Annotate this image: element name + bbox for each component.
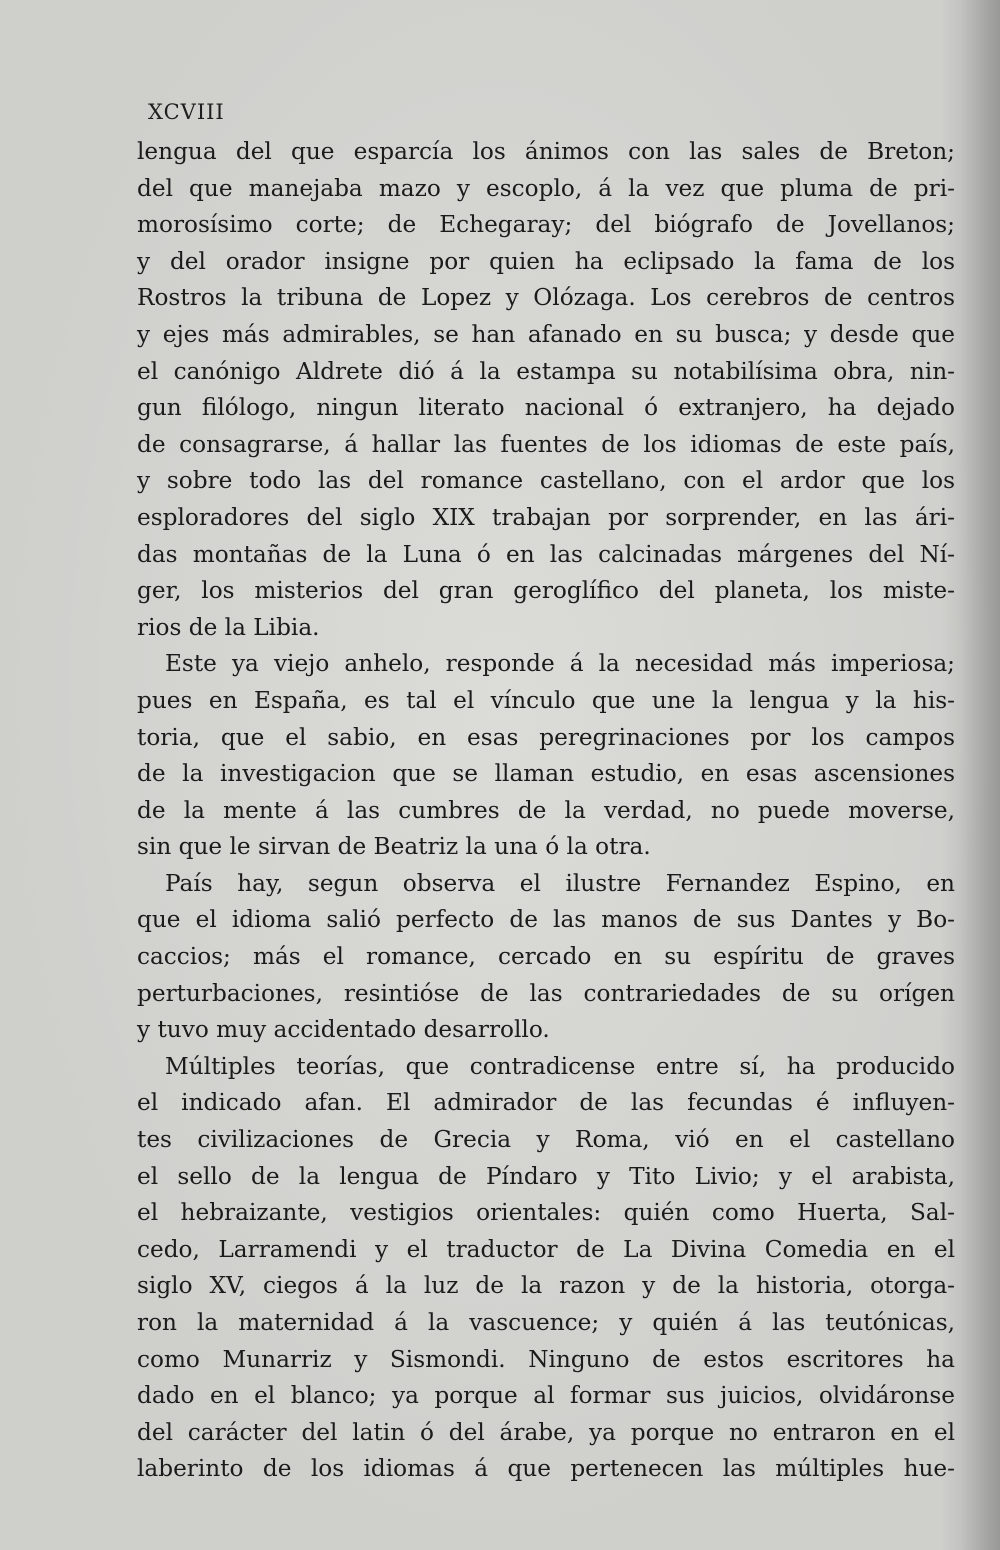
text-line: siglo XV, ciegos á la luz de la razon y de la historia, otorga- [137,1272,955,1300]
text-line: toria, que el sabio, en esas peregrinaciones por los campos [137,723,955,751]
text-line: Rostros la tribuna de Lopez y Olózaga. Los cerebros de centros [137,284,955,312]
paragraph-4 [137,1049,955,1488]
text-line: el canónigo Aldrete dió á la estampa su notabilísima obra, nin- [137,357,955,385]
text-line: lengua del que esparcía los ánimos con las sales de Breton; [137,138,955,165]
text-line: dado en el blanco; ya porque al formar sus juicios, olvidáronse [137,1382,955,1410]
text-line: y tuvo muy accidentado desarrollo. [137,1016,550,1044]
text-line: de la mente á las cumbres de la verdad, no puede moverse, [137,796,955,824]
paragraph-3 [137,866,955,1049]
text-line: el sello de la lengua de Píndaro y Tito Livio; y el arabista, [137,1162,955,1190]
text-line: y sobre todo las del romance castellano, con el ardor que los [137,467,955,495]
text-line: País hay, segun observa el ilustre Fernandez Espino, en [165,869,955,897]
text-line: morosísimo corte; de Echegaray; del biógrafo de Jovellanos; [137,211,955,239]
text-line: y del orador insigne por quien ha eclipsado la fama de los [137,247,955,275]
text-line: ron la maternidad á la vascuence; y quién á las teutónicas, [137,1309,955,1336]
text-line: tes civilizaciones de Grecia y Roma, vió en el castellano [137,1126,955,1154]
text-line: perturbaciones, resintióse de las contrariedades de su orígen [137,979,955,1007]
text-line: gun filólogo, ningun literato nacional ó extranjero, ha dejado [137,394,955,422]
text-line: pues en España, es tal el vínculo que une la lengua y la his- [137,686,955,714]
paragraph-2 [137,646,955,866]
text-line: el hebraizante, vestigios orientales: quién como Huerta, Sal- [137,1199,955,1227]
text-line: esploradores del siglo XIX trabajan por sorprender, en las ári- [137,503,955,531]
text-line: del carácter del latin ó del árabe, ya porque no entraron en el [137,1418,955,1446]
text-line: ger, los misterios del gran geroglífico del planeta, los miste- [137,577,955,605]
text-line: el indicado afan. El admirador de las fecundas é influyen- [137,1089,955,1117]
text-line: y ejes más admirables, se han afanado en su busca; y desde que [137,320,955,348]
text-line: Este ya viejo anhelo, responde á la necesidad más imperiosa; [165,650,955,678]
text-line: rios de la Libia. [137,613,320,641]
text-line: laberinto de los idiomas á que pertenecen las múltiples hue- [137,1455,955,1483]
text-line: que el idioma salió perfecto de las manos de sus Dantes y Bo- [137,906,955,934]
paragraph-1 [137,134,955,646]
text-line: Múltiples teorías, que contradicense entre sí, ha producido [165,1052,955,1080]
text-line: sin que le sirvan de Beatriz la una ó la otra. [137,833,651,861]
text-line: das montañas de la Luna ó en las calcinadas márgenes del Ní- [137,540,955,568]
text-line: como Munarriz y Sismondi. Ninguno de estos escritores ha [137,1345,955,1373]
text-line: de la investigacion que se llaman estudio, en esas ascensiones [137,760,955,788]
page-edge-shadow [960,0,1000,1550]
text-line: del que manejaba mazo y escoplo, á la vez que pluma de pri- [137,174,955,202]
body-text [137,134,955,1488]
text-line: caccios; más el romance, cercado en su espíritu de graves [137,943,955,971]
text-line: de consagrarse, á hallar las fuentes de los idiomas de este país, [137,430,955,458]
text-line: cedo, Larramendi y el traductor de La Divina Comedia en el [137,1235,955,1263]
running-head-page-number: XCVIII [148,100,225,124]
